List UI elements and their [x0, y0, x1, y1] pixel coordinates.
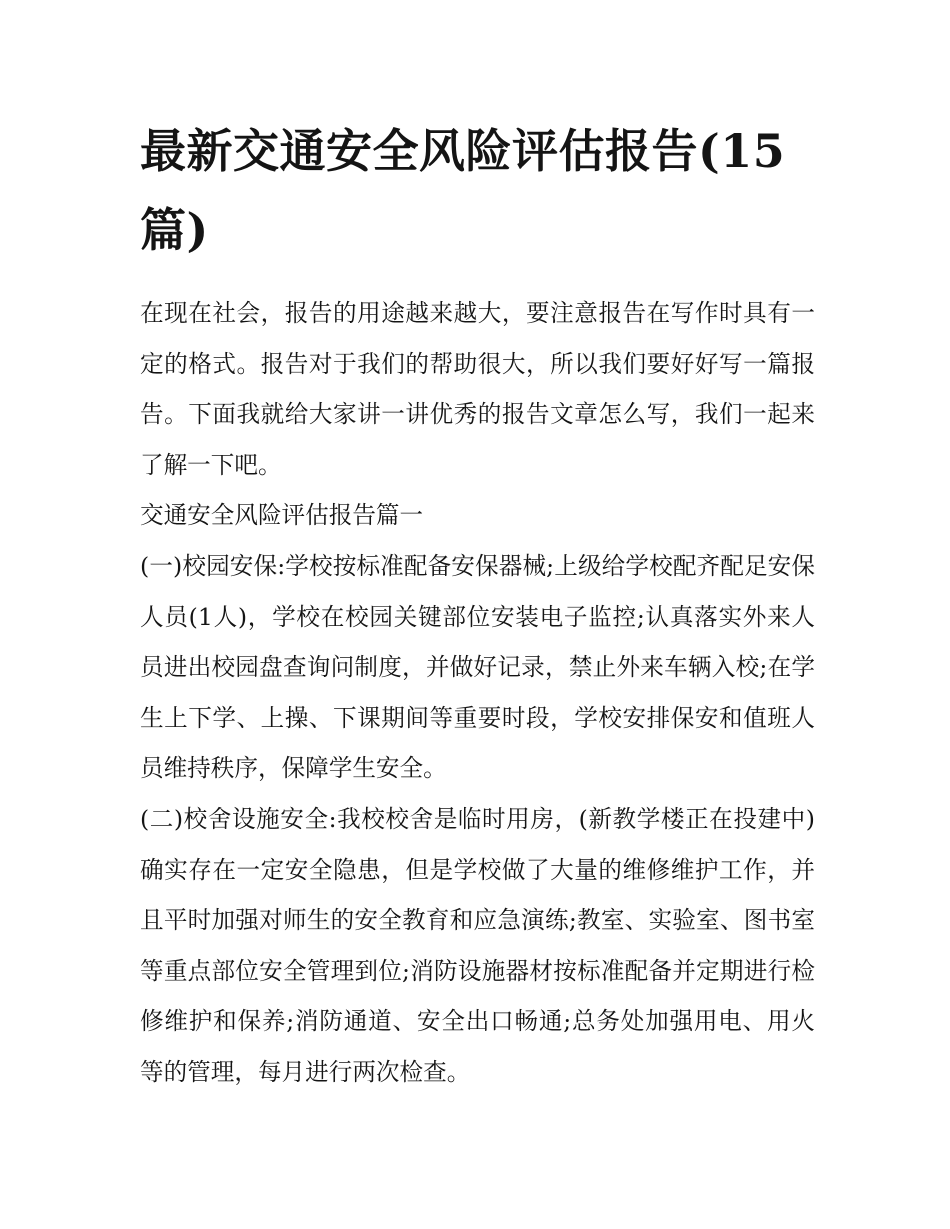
campus-security-paragraph: (一)校园安保:学校按标准配备安保器械;上级给学校配齐配足安保人员(1人)，学校在校园关键部位安装电子监控;认真落实外来人员进出校园盘查询问制度，并做好记录，禁止外来车辆入校;在学生上下学、上操、下课期间等重要时段，学校安排保安和值班人员维持秩序，保障学生安全。 — [140, 551, 815, 783]
document-page — [140, 112, 815, 1098]
facility-safety-paragraph: (二)校舍设施安全:我校校舍是临时用房，(新教学楼正在投建中)确实存在一定安全隐患，但是学校做了大量的维修维护工作，并且平时加强对师生的安全教育和应急演练;教室、实验室、图书室等重点部位安全管理到位;消防设施器材按标准配备并定期进行检修维护和保养;消防通道、安全出口畅通;总务处加强用电、用火等的管理，每月进行两次检查。 — [140, 804, 815, 1086]
section-heading: 交通安全风险评估报告篇一 — [140, 501, 424, 530]
intro-paragraph: 在现在社会，报告的用途越来越大，要注意报告在写作时具有一定的格式。报告对于我们的帮助很大，所以我们要好好写一篇报告。下面我就给大家讲一讲优秀的报告文章怎么写，我们一起来了解一下吧。 — [140, 299, 815, 479]
document-title: 最新交通安全风险评估报告(15篇) — [140, 124, 786, 257]
